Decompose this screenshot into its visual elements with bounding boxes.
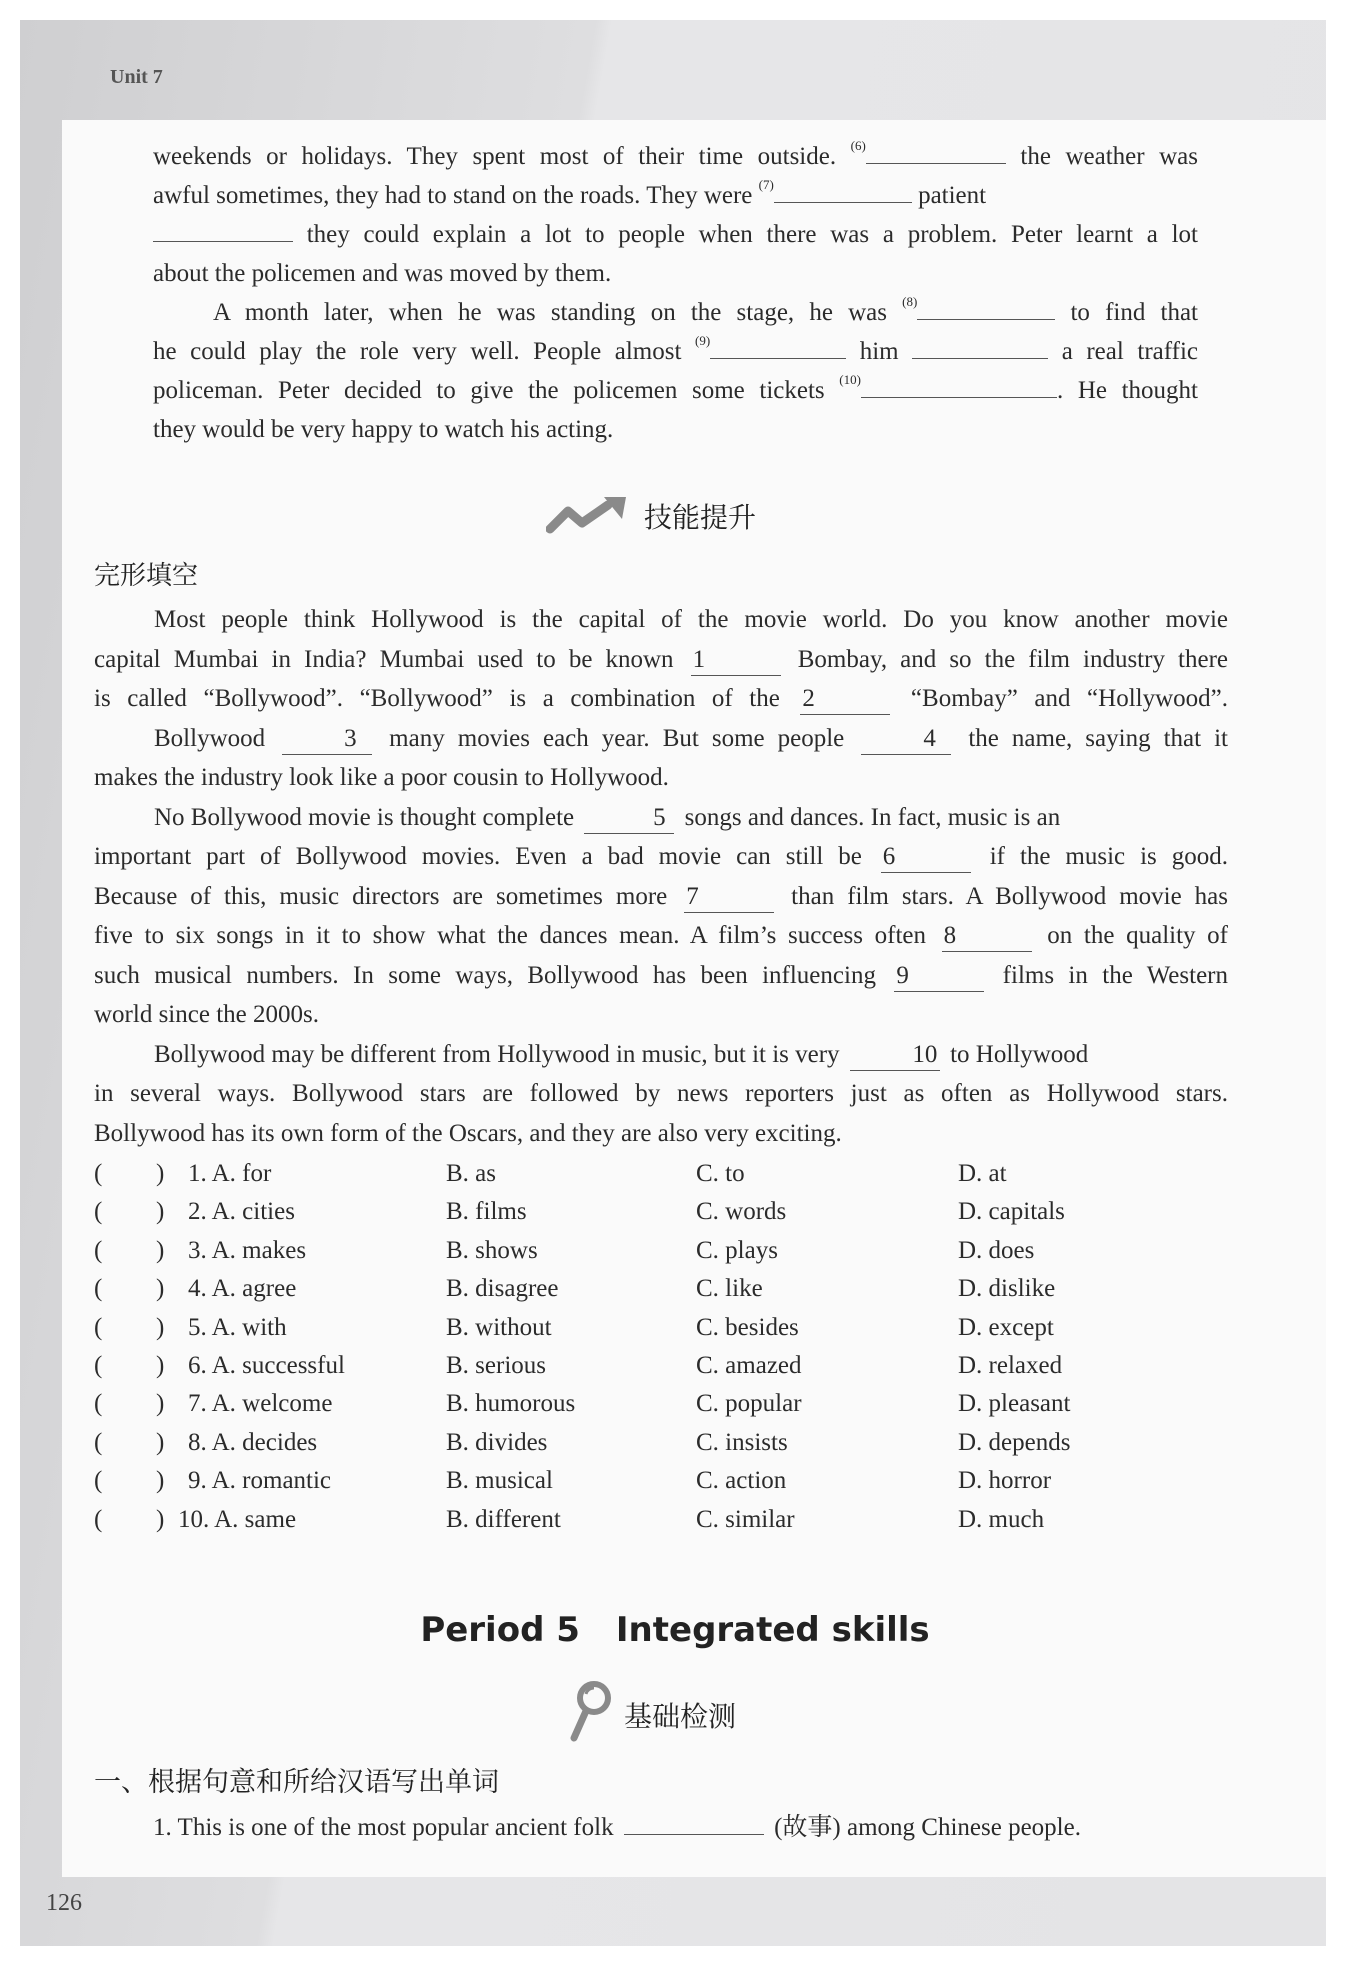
blank-number: (7) [758, 177, 774, 192]
cloze-blank[interactable]: 4 [861, 724, 951, 755]
trend-arrow-icon [546, 497, 628, 542]
cloze-line: capital Mumbai in India? Mumbai used to be known 1 Bombay, and so the film industry there [94, 640, 1228, 680]
cloze-line: important part of Bollywood movies. Even a bad movie can still be 6 if the music is good. [94, 837, 1228, 877]
option-row: ( ) 1. A. for B. as C. to D. at [94, 1160, 1007, 1187]
magnifier-icon [566, 1680, 614, 1747]
cloze-line: Bollywood 3 many movies each year. But some people 4 the name, saying that it [94, 719, 1228, 759]
passage-line: awful sometimes, they had to stand on the roads. They were $^{(7)}$ patient [153, 177, 987, 209]
cloze-line: such musical numbers. In some ways, Bollywood has been influencing 9 films in the Western [94, 956, 1228, 996]
blank-number: (6) [850, 138, 866, 153]
option-row: ( ) 3. A. makes B. shows C. plays D. does [94, 1236, 1035, 1264]
option-row: ( ) 2. A. cities B. films C. words D. capitals [94, 1198, 1065, 1226]
period-label: Period 5 [420, 1610, 580, 1650]
answer-paren[interactable]: ( [94, 1390, 103, 1418]
cloze-line: Most people think Hollywood is the capital of the movie world. Do you know another movie [154, 606, 1228, 633]
option-row: ( ) 6. A. successful B. serious C. amazed D. relaxed [94, 1352, 1063, 1379]
exercise-item: 1. This is one of the most popular ancient folk (故事) among Chinese people. [153, 1808, 1081, 1847]
cloze-line: five to six songs in it to show what the dances mean. A film’s success often 8 on the quality of [94, 916, 1228, 956]
cloze-blank[interactable]: 9 [894, 961, 984, 992]
cloze-blank[interactable]: 1 [691, 645, 781, 676]
exercise-heading: 一、根据句意和所给汉语写出单词 [94, 1767, 499, 1798]
passage-line: they would be very happy to watch his acting. [153, 416, 614, 443]
answer-blank[interactable] [917, 293, 1055, 320]
passage-top [153, 137, 1198, 449]
answer-blank[interactable] [861, 371, 1057, 398]
cloze-line: is called “Bollywood”. “Bollywood” is a combination of the 2 “Bombay” and “Hollywood”. [94, 679, 1228, 719]
answer-blank[interactable] [912, 332, 1048, 359]
answer-paren[interactable]: ( [94, 1505, 103, 1533]
blank-number: (8) [902, 294, 918, 309]
option-row: ( ) 8. A. decides B. divides C. insists D. depends [94, 1428, 1071, 1456]
cloze-line: makes the industry look like a poor cousin to Hollywood. [94, 764, 669, 791]
cloze-line: in several ways. Bollywood stars are followed by news reporters just as often as Hollywood stars. [94, 1080, 1228, 1107]
cloze-blank[interactable]: 2 [800, 684, 890, 715]
cloze-blank[interactable]: 3 [282, 724, 372, 755]
period-title [0, 1610, 1350, 1650]
cloze-passage [94, 600, 1228, 1153]
passage-line: about the policemen and was moved by them. [153, 260, 612, 287]
option-row: ( ) 10. A. same B. different C. similar D. much [94, 1505, 1045, 1533]
cloze-blank[interactable]: 6 [881, 842, 971, 873]
answer-blank[interactable] [153, 215, 293, 242]
option-row: ( ) 7. A. welcome B. humorous C. popular D. pleasant [94, 1390, 1071, 1418]
page-number: 126 [46, 1890, 82, 1916]
blank-number: (10) [839, 372, 861, 387]
option-row: ( ) 4. A. agree B. disagree C. like D. dislike [94, 1275, 1056, 1303]
section-title-skills: 技能提升 [644, 501, 757, 534]
answer-paren[interactable]: ( [94, 1275, 103, 1303]
period-subtitle: Integrated skills [615, 1610, 930, 1650]
answer-blank[interactable] [866, 137, 1006, 164]
passage-line: policeman. Peter decided to give the policemen some tickets $^{(10)}$ . He thought [153, 372, 1198, 404]
cloze-line: world since the 2000s. [94, 1001, 319, 1028]
option-row: ( ) 5. A. with B. without C. besides D. except [94, 1313, 1054, 1341]
answer-paren[interactable]: ( [94, 1198, 103, 1226]
passage-line: weekends or holidays. They spent most of their time outside. $^{(6)}$ the weather was [153, 138, 1198, 170]
cloze-blank[interactable]: 8 [942, 921, 1032, 952]
answer-paren[interactable]: ( [94, 1467, 103, 1495]
cloze-blank[interactable]: 7 [684, 882, 774, 913]
section-title-basic: 基础检测 [624, 1700, 737, 1733]
cloze-blank[interactable]: 5 [584, 803, 674, 834]
passage-line: they could explain a lot to people when there was a problem. Peter learnt a lot [153, 215, 1198, 254]
answer-paren[interactable]: ( [94, 1236, 103, 1264]
answer-blank[interactable] [710, 332, 846, 359]
answer-paren[interactable]: ( [94, 1160, 103, 1187]
answer-blank[interactable] [624, 1808, 764, 1835]
cloze-blank[interactable]: 10 [850, 1040, 940, 1071]
cloze-heading: 完形填空 [94, 561, 199, 591]
passage-line: he could play the role very well. People almost $^{(9)}$ him a real traffic [153, 333, 1198, 365]
passage-line: A month later, when he was standing on the stage, he was $^{(8)}$ to find that [213, 294, 1198, 326]
blank-number: (9) [694, 333, 711, 348]
cloze-line: Because of this, music directors are sometimes more 7 than film stars. A Bollywood movie has [94, 877, 1228, 917]
cloze-line: Bollywood has its own form of the Oscars, and they are also very exciting. [94, 1119, 842, 1147]
answer-paren[interactable]: ( [94, 1352, 103, 1379]
answer-paren[interactable]: ( [94, 1428, 103, 1456]
answer-blank[interactable] [774, 176, 912, 203]
unit-label: Unit 7 [110, 66, 163, 88]
answer-paren[interactable]: ( [94, 1313, 103, 1341]
option-row: ( ) 9. A. romantic B. musical C. action D. horror [94, 1467, 1052, 1495]
cloze-line: No Bollywood movie is thought complete 5 songs and dances. In fact, music is an [94, 798, 1228, 838]
cloze-line: Bollywood may be different from Hollywood in music, but it is very 10 to Hollywood [94, 1035, 1228, 1075]
